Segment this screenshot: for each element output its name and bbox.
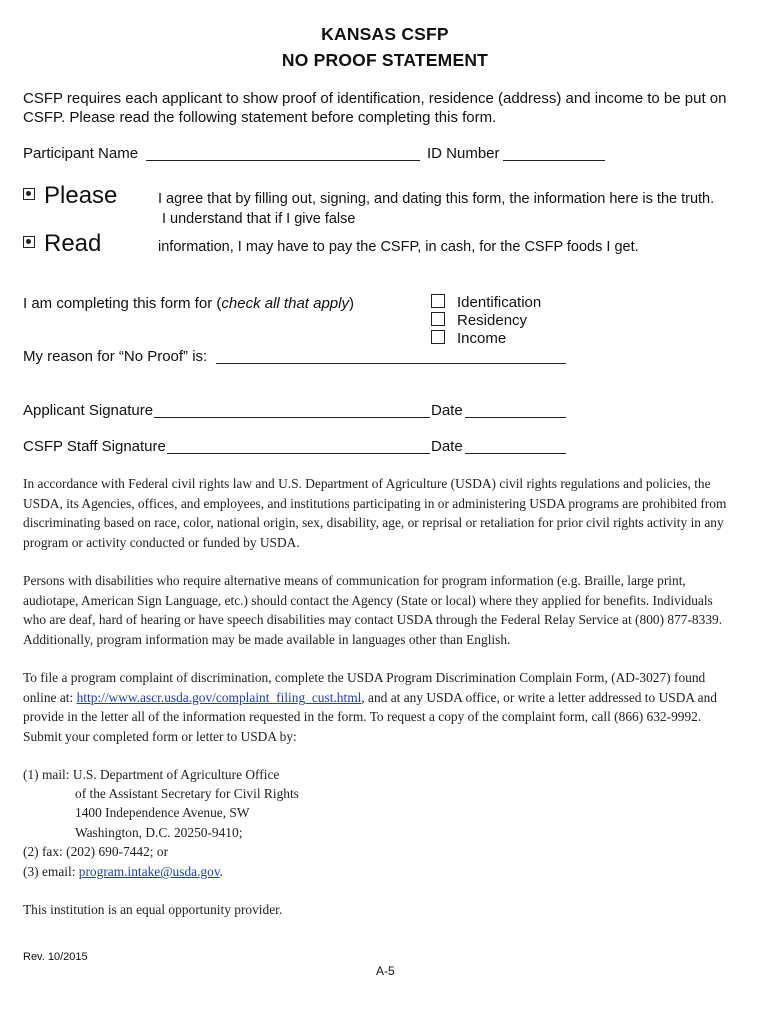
form-title-line2: NO PROOF STATEMENT [281, 50, 489, 70]
identification-option-label: Identification [457, 294, 542, 311]
participant-name-field[interactable] [146, 146, 420, 161]
id-number-label: ID Number [427, 145, 500, 162]
no-proof-reason-field[interactable] [216, 349, 566, 364]
revision-date: Rev. 10/2015 [23, 951, 88, 963]
staff-date-field[interactable] [465, 439, 566, 454]
mail-address-line2: of the Assistant Secretary for Civil Rights [75, 786, 299, 801]
fax-line: (2) fax: (202) 690-7442; or [23, 844, 169, 859]
intro-line1: CSFP requires each applicant to show proof of identification, residence (address) and income to be put on [23, 90, 727, 107]
income-option-label: Income [457, 330, 507, 347]
no-proof-reason-label: My reason for “No Proof” is: [23, 348, 208, 365]
equal-opportunity-statement: This institution is an equal opportunity provider. [23, 902, 283, 917]
bullet-icon [23, 188, 35, 200]
please-heading: Please [23, 182, 117, 210]
staff-date-label: Date [431, 438, 463, 455]
bullet-icon [23, 236, 35, 248]
email-line: (3) email: program.intake@usda.gov. [23, 864, 224, 879]
page-id: A-5 [376, 964, 395, 978]
residency-option-label: Residency [457, 312, 528, 329]
email-link[interactable]: program.intake@usda.gov [78, 864, 220, 879]
identification-checkbox[interactable] [431, 294, 445, 308]
mail-address-line1: (1) mail: U.S. Department of Agriculture Office [23, 767, 280, 782]
participant-name-label: Participant Name [23, 145, 139, 162]
agreement-line2: I understand that if I give false [162, 211, 356, 227]
applicant-signature-label: Applicant Signature [23, 402, 154, 419]
id-number-field[interactable] [503, 146, 605, 161]
mail-address-line3: 1400 Independence Avenue, SW [75, 805, 250, 820]
read-heading: Read [23, 230, 101, 258]
complaint-paragraph: To file a program complaint of discrimination, complete the USDA Program Discrimination Complain Form, (AD-3027) found online at: http://www.ascr.usda.gov/complaint_filing_cust.html, and at any USDA office, or write a letter addressed to USDA and provide in the letter all of the information requested in the form. To request a copy of the complaint form, call (866) 632-9992. Submit your completed form or letter to USDA by: [23, 670, 717, 744]
applicant-date-field[interactable] [465, 403, 566, 418]
completing-for-label: I am completing this form for (check all that apply) [23, 295, 354, 312]
form-title-line1: KANSAS CSFP [321, 24, 449, 44]
mail-address-line4: Washington, D.C. 20250-9410; [75, 825, 243, 840]
nondiscrimination-paragraph: In accordance with Federal civil rights law and U.S. Department of Agriculture (USDA) civil rights regulations and policies, the USDA, its Agencies, offices, and employees, and institutions participating in or administering USDA programs are prohibited from discriminating based on race, color, national origin, sex, disability, age, or reprisal or retaliation for prior civil rights activity in any program or activity conducted or funded by USDA. [23, 476, 727, 550]
staff-signature-field[interactable] [167, 439, 430, 454]
intro-line2: CSFP. Please read the following statement before completing this form. [23, 109, 497, 126]
residency-checkbox[interactable] [431, 312, 445, 326]
agreement-line1: I agree that by filling out, signing, and dating this form, the information here is the truth. [158, 191, 715, 207]
applicant-date-label: Date [431, 402, 463, 419]
complaint-form-link[interactable]: http://www.ascr.usda.gov/complaint_filing_cust.html [76, 689, 362, 705]
staff-signature-label: CSFP Staff Signature [23, 438, 166, 455]
agreement-line3: information, I may have to pay the CSFP, in cash, for the CSFP foods I get. [158, 239, 639, 255]
income-checkbox[interactable] [431, 330, 445, 344]
applicant-signature-field[interactable] [154, 403, 430, 418]
accessibility-paragraph: Persons with disabilities who require alternative means of communication for program information (e.g. Braille, large print, audiotape, American Sign Language, etc.) should contact the Agency (State or local) where they applied for benefits. Individuals who are deaf, hard of hearing or have speech disabilities may contact USDA through the Federal Relay Service at (800) 877-8339. Additionally, program information may be made available in languages other than English. [23, 573, 723, 647]
